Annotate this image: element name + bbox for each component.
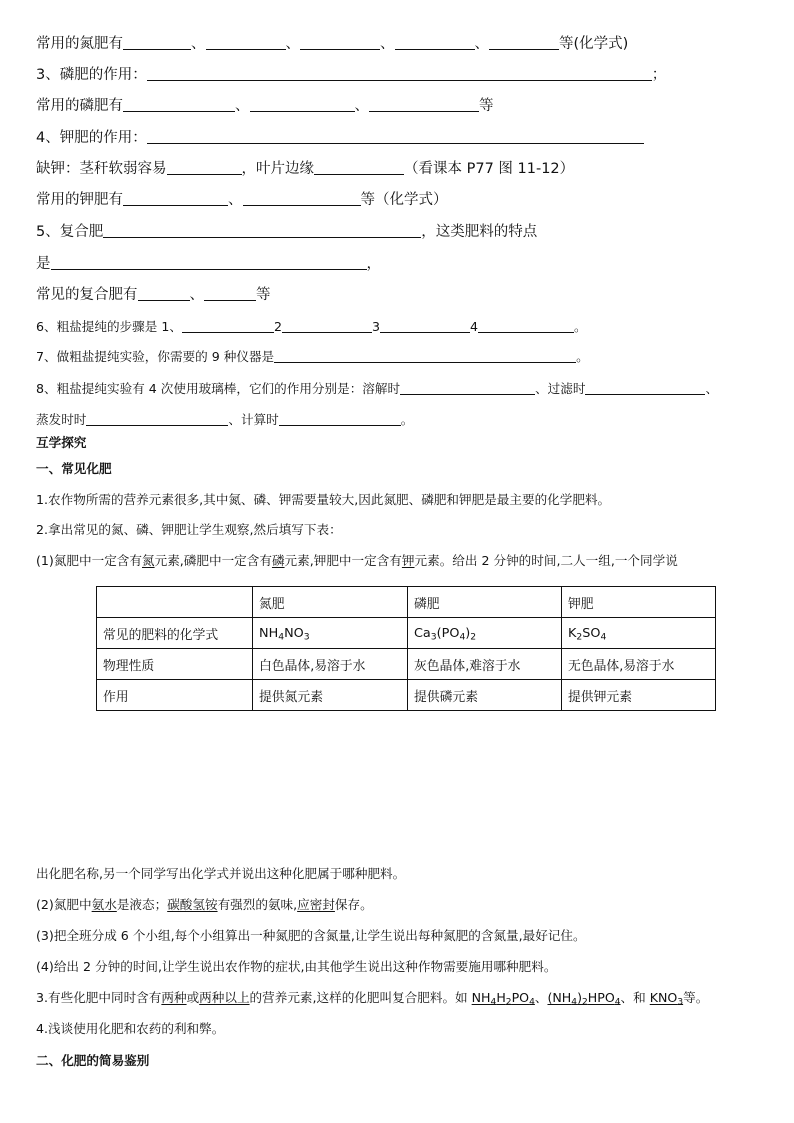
- blank[interactable]: [123, 35, 191, 50]
- blank[interactable]: [282, 318, 372, 333]
- phosphate-fertilizer-line: [36, 97, 494, 114]
- table-row: [97, 680, 716, 711]
- text: 常用的氮肥有: [36, 36, 123, 52]
- text: 元素,钾肥中一定含有: [284, 553, 402, 568]
- text: KNO: [649, 990, 678, 1005]
- text: 、计算时: [228, 412, 279, 427]
- paragraph-3: [36, 555, 678, 568]
- text: 7、做粗盐提纯实验，你需要的 9 种仪器是: [36, 349, 275, 364]
- glass-rod-line: [36, 380, 718, 396]
- text: 或: [186, 990, 200, 1005]
- text: NH: [259, 625, 279, 641]
- text: 。: [400, 412, 414, 427]
- text: （看课本 P77 图 11-12）: [404, 161, 575, 177]
- text: 、: [228, 192, 243, 208]
- nitrogen-fertilizer-line: [36, 35, 628, 52]
- text: 、: [189, 287, 204, 303]
- text: NH: [471, 990, 491, 1005]
- blank[interactable]: [380, 318, 470, 333]
- text: 等（化学式）: [360, 192, 448, 208]
- underlined-text: 钾: [401, 553, 415, 568]
- blank[interactable]: [206, 35, 286, 50]
- blank[interactable]: [147, 66, 652, 81]
- blank[interactable]: [86, 411, 228, 426]
- paragraph-6: (3)把全班分成 6 个小组,每个小组算出一种氮肥的含氮量,让学生说出每种氮肥的含氮量,最好记住。: [36, 928, 586, 943]
- text: 、: [235, 98, 250, 114]
- text: ，叶片边缘: [241, 161, 314, 177]
- text: ): [577, 990, 582, 1005]
- text: 6、粗盐提纯的步骤是 1、: [36, 319, 182, 334]
- text: 、和: [620, 990, 650, 1005]
- table-row: [97, 649, 716, 680]
- common-compound-line: [36, 286, 271, 303]
- paragraph-8: [36, 990, 709, 1008]
- fertilizer-table: [96, 586, 716, 711]
- text: 等(化学式): [559, 36, 629, 52]
- text: 、: [534, 990, 548, 1005]
- text: 、: [705, 381, 719, 396]
- blank[interactable]: [103, 223, 421, 238]
- section-heading-common-fertilizers: 一、常见化肥: [36, 461, 112, 476]
- subscript: 4: [459, 630, 466, 642]
- paragraph-5: [36, 899, 373, 912]
- table-row: [97, 587, 716, 618]
- blank[interactable]: [243, 191, 361, 206]
- subscript: 3: [677, 997, 684, 1008]
- text: 4: [470, 319, 479, 334]
- subscript: 2: [470, 630, 477, 642]
- blank[interactable]: [51, 255, 367, 270]
- text: 、过滤时: [535, 381, 586, 396]
- text: 是液态；: [116, 897, 168, 912]
- text: 。: [576, 349, 589, 364]
- text: 、: [285, 36, 300, 52]
- text: 、: [380, 36, 395, 52]
- table-cell: 物理性质: [97, 649, 253, 680]
- text: (2)氮肥中: [36, 897, 92, 912]
- underlined-text: 氨水: [91, 897, 117, 912]
- underlined-text: 氮: [142, 553, 155, 568]
- underlined-text: 应密封: [297, 897, 335, 912]
- text: 1.农作物所需的营养元素很多,其中氮、磷、钾需要量较大,因此氮肥、磷肥和钾肥是最主要的化学肥料。: [36, 492, 611, 507]
- potassium-deficiency-line: [36, 160, 574, 177]
- blank[interactable]: [182, 318, 274, 333]
- paragraph-4: 出化肥名称,另一个同学写出化学式并说出这种化肥属于哪种肥料。: [36, 866, 406, 881]
- underlined-text: 两种: [161, 990, 187, 1005]
- text: 等: [256, 287, 271, 303]
- subscript: 2: [581, 997, 588, 1008]
- paragraph-9: 4.浅谈使用化肥和农药的利和弊。: [36, 1021, 225, 1036]
- text: 4、钾肥的作用：: [36, 130, 147, 146]
- text: 2: [273, 319, 282, 334]
- blank[interactable]: [489, 35, 559, 50]
- text: 等: [479, 98, 494, 114]
- text: 8、粗盐提纯实验有 4 次使用玻璃棒，它们的作用分别是：溶解时: [36, 381, 401, 396]
- text: Ca: [414, 625, 431, 641]
- potash-role-line: [36, 129, 644, 146]
- text: (1)氮肥中一定含有: [36, 553, 142, 568]
- underlined-text: 磷: [271, 553, 285, 568]
- text: ；: [651, 67, 667, 83]
- table-cell: 作用: [97, 680, 253, 711]
- underlined-text: 两种以上: [199, 990, 250, 1005]
- underlined-text: 碳酸氢铵: [167, 897, 218, 912]
- subscript: 2: [576, 630, 583, 642]
- paragraph-1: [36, 494, 610, 507]
- text: HPO: [587, 990, 615, 1005]
- table-row: [97, 618, 716, 649]
- text: 等。: [683, 990, 709, 1005]
- blank[interactable]: [585, 380, 705, 395]
- paragraph-7: (4)给出 2 分钟的时间,让学生说出农作物的症状,由其他学生说出这种作物需要施用哪种肥料。: [36, 959, 557, 974]
- blank[interactable]: [204, 286, 256, 301]
- text: 元素。给出 2 分钟的时间,二人一组,一个同学说: [414, 553, 678, 568]
- formula-cell: [408, 618, 562, 649]
- formula-nh4-2hpo4: [547, 990, 621, 1008]
- subscript: 4: [571, 997, 578, 1008]
- table-header-cell: 氮肥: [253, 587, 408, 618]
- table-cell: 提供磷元素: [408, 680, 562, 711]
- text: ，这类肥料的特点: [421, 224, 538, 240]
- subscript: 3: [303, 630, 310, 642]
- text: 、: [354, 98, 369, 114]
- text: 常用的钾肥有: [36, 192, 123, 208]
- subscript: 4: [600, 630, 607, 642]
- instruments-line: [36, 348, 589, 364]
- table-cell: [97, 587, 253, 618]
- subscript: 3: [430, 630, 437, 642]
- text: (NH: [547, 990, 572, 1005]
- text: 常见的复合肥有: [36, 287, 138, 303]
- blank[interactable]: [123, 97, 235, 112]
- text: 5、复合肥: [36, 224, 104, 240]
- subscript: 4: [529, 997, 535, 1008]
- section-heading-identification: 二、化肥的简易鉴别: [36, 1053, 150, 1068]
- subscript: 4: [278, 630, 285, 642]
- blank[interactable]: [123, 191, 228, 206]
- blank[interactable]: [279, 411, 401, 426]
- subscript: 2: [505, 997, 512, 1008]
- text: 缺钾：茎秆软弱容易: [36, 161, 167, 177]
- text: 的营养元素,这样的化肥叫复合肥料。如: [249, 990, 472, 1005]
- text: 。: [574, 319, 587, 334]
- table-cell: 无色晶体,易溶于水: [562, 649, 716, 680]
- text: ，: [366, 256, 381, 272]
- table-cell: 白色晶体,易溶于水: [253, 649, 408, 680]
- text: NO: [284, 625, 304, 641]
- compound-feature-line: [36, 255, 381, 272]
- text: 常用的磷肥有: [36, 98, 123, 114]
- text: SO: [582, 625, 601, 641]
- formula-nh4h2po4: [471, 990, 535, 1008]
- text: 、: [191, 36, 206, 52]
- formula-cell: [562, 618, 716, 649]
- text: (PO: [436, 625, 460, 641]
- blank[interactable]: [314, 160, 404, 175]
- text: PO: [511, 990, 530, 1005]
- blank[interactable]: [274, 348, 576, 363]
- blank[interactable]: [300, 35, 380, 50]
- text: H: [496, 990, 506, 1005]
- evaporation-line: [36, 411, 413, 427]
- table-cell: 灰色晶体,难溶于水: [408, 649, 562, 680]
- blank[interactable]: [147, 129, 644, 144]
- table-cell: 常见的肥料的化学式: [97, 618, 253, 649]
- text: 保存。: [334, 897, 373, 912]
- subscript: 4: [490, 997, 497, 1008]
- formula-kno3: [649, 990, 684, 1008]
- text: 元素,磷肥中一定含有: [154, 553, 272, 568]
- blank[interactable]: [369, 97, 479, 112]
- section-heading-mutual-study: 互学探究: [36, 435, 87, 450]
- blank[interactable]: [138, 286, 190, 301]
- blank[interactable]: [395, 35, 475, 50]
- blank[interactable]: [400, 380, 535, 395]
- salt-purification-steps-line: [36, 318, 587, 334]
- table-header-cell: 磷肥: [408, 587, 562, 618]
- text: 3: [371, 319, 380, 334]
- table-cell: 提供氮元素: [253, 680, 408, 711]
- formula-cell: [253, 618, 408, 649]
- text: 3、磷肥的作用：: [36, 67, 147, 83]
- text: 3.有些化肥中同时含有: [36, 990, 162, 1005]
- subscript: 4: [614, 997, 621, 1008]
- phosphate-role-line: [36, 66, 666, 83]
- text: K: [568, 625, 577, 641]
- text: ): [465, 625, 471, 641]
- text: 、: [474, 36, 489, 52]
- text: 蒸发时时: [36, 412, 87, 427]
- blank[interactable]: [167, 160, 242, 175]
- paragraph-2: 2.拿出常见的氮、磷、钾肥让学生观察,然后填写下表：: [36, 522, 342, 537]
- table-header-cell: 钾肥: [562, 587, 716, 618]
- blank[interactable]: [250, 97, 355, 112]
- compound-fertilizer-line: [36, 223, 537, 240]
- blank[interactable]: [478, 318, 574, 333]
- table-cell: 提供钾元素: [562, 680, 716, 711]
- potash-fertilizer-line: [36, 191, 448, 208]
- text: 是: [36, 256, 51, 272]
- text: 有强烈的氨味,: [217, 897, 298, 912]
